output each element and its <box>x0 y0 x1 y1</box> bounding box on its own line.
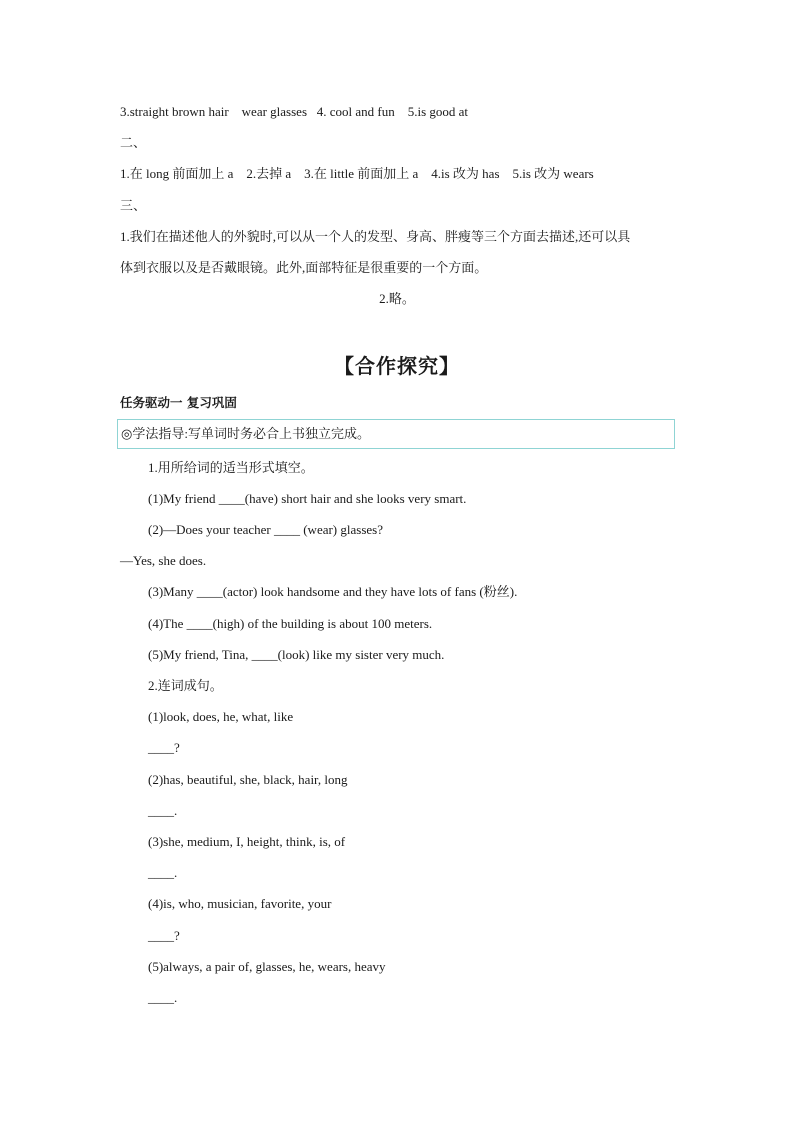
exercise-1-item: (1)My friend ____(have) short hair and she looks very smart. <box>148 491 467 506</box>
exercise-2-answer-blank: ____? <box>148 928 180 943</box>
exercise-2-answer-blank: ____? <box>148 740 180 755</box>
exercise-1-item: (2)—Does your teacher ____ (wear) glasses? <box>148 522 383 537</box>
exercise-1-item: (4)The ____(high) of the building is about 100 meters. <box>148 616 433 631</box>
exercise-2-words: (3)she, medium, I, height, think, is, of <box>148 834 346 849</box>
exercise-2-answer-blank: ____. <box>148 990 178 1005</box>
exercise-2-words: (2)has, beautiful, she, black, hair, long <box>148 772 348 787</box>
exercise-2-heading: 2.连词成句。 <box>148 678 223 693</box>
answer-line-3-2: 2.略。 <box>379 291 415 306</box>
answer-line-3-1a: 1.我们在描述他人的外貌时,可以从一个人的发型、身高、胖瘦等三个方面去描述,还可以具 <box>120 229 631 244</box>
task-title: 任务驱动一 复习巩固 <box>120 395 237 410</box>
exercise-1-item: (5)My friend, Tina, ____(look) like my sister very much. <box>148 647 445 662</box>
answer-line-3-1b: 体到衣服以及是否戴眼镜。此外,面部特征是很重要的一个方面。 <box>120 260 488 275</box>
section-title: 【合作探究】 <box>334 354 460 378</box>
section-2-heading: 二、 <box>120 135 147 150</box>
exercise-1-heading: 1.用所给词的适当形式填空。 <box>148 460 314 475</box>
section-3-heading: 三、 <box>120 198 147 213</box>
study-guide-text: ◎学法指导:写单词时务必合上书独立完成。 <box>121 426 370 441</box>
study-guide-box <box>117 419 675 449</box>
exercise-2-answer-blank: ____. <box>148 865 178 880</box>
exercise-1-item: —Yes, she does. <box>120 553 207 568</box>
exercise-2-words: (4)is, who, musician, favorite, your <box>148 896 332 911</box>
exercise-2-answer-blank: ____. <box>148 803 178 818</box>
exercise-1-item: (3)Many ____(actor) look handsome and they have lots of fans (粉丝). <box>148 584 518 599</box>
exercise-2-words: (1)look, does, he, what, like <box>148 709 294 724</box>
answer-line-2-1: 1.在 long 前面加上 a 2.去掉 a 3.在 little 前面加上 a 4.is 改为 has 5.is 改为 wears <box>120 166 594 181</box>
answer-line-1-3: 3.straight brown hair wear glasses 4. cool and fun 5.is good at <box>120 104 469 119</box>
exercise-2-words: (5)always, a pair of, glasses, he, wears, heavy <box>148 959 386 974</box>
